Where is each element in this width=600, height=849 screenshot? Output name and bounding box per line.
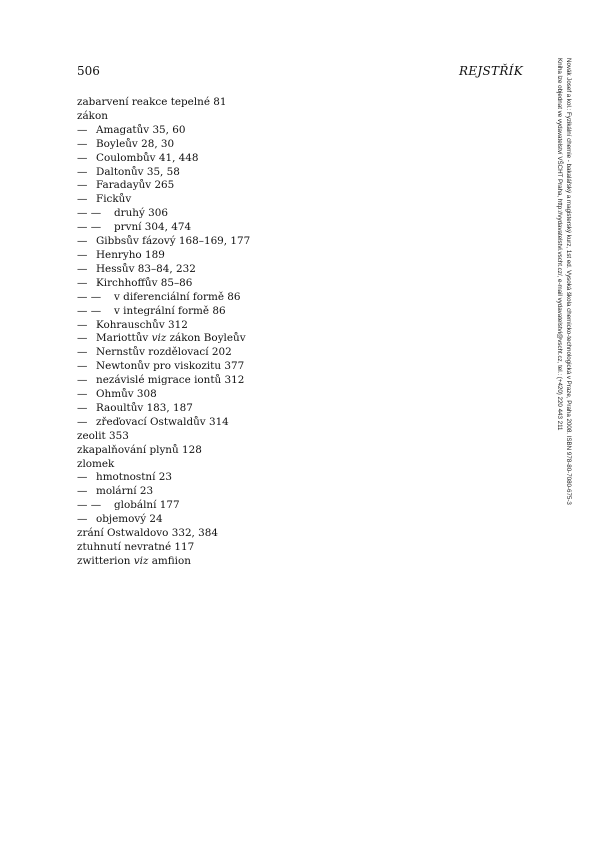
index-entry-text: Gibbsův fázový 168–169, 177 xyxy=(96,235,251,248)
index-dash: — xyxy=(77,388,88,401)
index-dash: — xyxy=(77,401,88,414)
index-entry-text: molární 23 xyxy=(96,485,154,498)
index-dash: — — xyxy=(77,304,102,317)
index-dash: — xyxy=(77,137,88,150)
index-dash: — xyxy=(77,151,88,164)
index-entry-text: Boyleův 28, 30 xyxy=(96,137,175,150)
index-entry-text: Amagatův 35, 60 xyxy=(96,123,186,136)
index-entry-text: zřeďovací Ostwaldův 314 xyxy=(96,415,229,428)
index-entry xyxy=(77,541,250,555)
index-dash: — xyxy=(77,346,88,359)
index-dash: — xyxy=(77,262,88,275)
index-entry xyxy=(77,305,250,319)
index-entry xyxy=(77,555,250,569)
index-entry-text: Newtonův pro viskozitu 377 xyxy=(96,360,245,373)
index-entry-text: druhý 306 xyxy=(114,207,169,220)
index-entry-text: první 304, 474 xyxy=(114,221,192,234)
index-entry-text: Mariottův xyxy=(96,332,152,345)
index-entry xyxy=(77,458,250,472)
index-entry-text: zkapalňování plynů 128 xyxy=(77,443,202,456)
index-entry xyxy=(77,402,250,416)
index-entry xyxy=(77,277,250,291)
index-entry xyxy=(77,207,250,221)
index-dash: — — xyxy=(77,290,102,303)
index-entry xyxy=(77,124,250,138)
index-entry xyxy=(77,374,250,388)
index-dash: — xyxy=(77,360,88,373)
index-entry-text: Raoultův 183, 187 xyxy=(96,401,193,414)
index-entry-text: Kohrauschův 312 xyxy=(96,318,188,331)
index-entry xyxy=(77,138,250,152)
index-entry-text: hmotnostní 23 xyxy=(96,471,172,484)
index-entry xyxy=(77,193,250,207)
index-dash: — xyxy=(77,123,88,136)
index-entry-text: Kirchhoffův 85–86 xyxy=(96,276,193,289)
index-entry xyxy=(77,444,250,458)
index-dash: — — xyxy=(77,499,102,512)
index-entry-text: Nernstův rozdělovací 202 xyxy=(96,346,232,359)
index-entry xyxy=(77,485,250,499)
index-entry-text: zlomek xyxy=(77,457,115,470)
index-entry xyxy=(77,179,250,193)
index-entry xyxy=(77,291,250,305)
index-entry-text: Daltonův 35, 58 xyxy=(96,165,180,178)
index-dash: — xyxy=(77,179,88,192)
index-entry-text: v diferenciální formě 86 xyxy=(114,290,241,303)
index-entry-text: nezávislé migrace iontů 312 xyxy=(96,374,245,387)
index-entry-text: Hessův 83–84, 232 xyxy=(96,262,196,275)
index-entry xyxy=(77,110,250,124)
index-entry xyxy=(77,360,250,374)
index-entry-text: v integrální formě 86 xyxy=(114,304,226,317)
index-entry xyxy=(77,249,250,263)
index-dash: — xyxy=(77,276,88,289)
index-entry xyxy=(77,319,250,333)
index-entry-text: zwitterion xyxy=(77,554,134,567)
index-entry-text: zabarvení reakce tepelné 81 xyxy=(77,96,227,108)
index-entry-text: zákon xyxy=(77,109,108,122)
index-dash: — xyxy=(77,248,88,261)
index-entry-text: Henryho 189 xyxy=(96,248,165,261)
index-entry xyxy=(77,388,250,402)
index-entry xyxy=(77,263,250,277)
index-entry xyxy=(77,416,250,430)
side-note-line-1: Novák Josef a kol.: Fyzikální chemie - bakalářský a magisterský kurz, 1st ed. Vysoká škola chemicko-technologická v Praze, Praha 2008. ISBN 978-80-7080-675-3 xyxy=(565,58,572,505)
index-entry xyxy=(77,513,250,527)
index-entry-text: Fickův xyxy=(96,193,132,206)
index-entry xyxy=(77,499,250,513)
index-entry xyxy=(77,430,250,444)
index-dash: — xyxy=(77,415,88,428)
index-dash: — xyxy=(77,332,88,345)
index-entry xyxy=(77,166,250,180)
index-entry xyxy=(77,96,250,110)
index-entry xyxy=(77,235,250,249)
index-entry-text: globální 177 xyxy=(114,499,180,512)
index-dash: — xyxy=(77,374,88,387)
index-dash: — xyxy=(77,513,88,526)
index-entry xyxy=(77,221,250,235)
index-entry-text: Coulombův 41, 448 xyxy=(96,151,199,164)
index-entry xyxy=(77,152,250,166)
index-entry-text: zrání Ostwaldovo 332, 384 xyxy=(77,527,218,540)
index-entry xyxy=(77,346,250,360)
index-dash: — — xyxy=(77,221,102,234)
index-entry-text: zeolit 353 xyxy=(77,429,129,442)
index-entry xyxy=(77,471,250,485)
index-dash: — xyxy=(77,318,88,331)
index-entry-text: objemový 24 xyxy=(96,513,163,526)
side-note xyxy=(555,58,572,620)
side-note-line-2: Kniha lze objednat ve vydavatelství VŠCHT Praha, http://vydavatelstvi.vscht.cz/, e-mail vydavatelstvi@vscht.cz, tel.: (+420) 220 443 211 xyxy=(556,58,564,431)
index-dash: — xyxy=(77,235,88,248)
index-entry xyxy=(77,332,250,346)
index-dash: — xyxy=(77,485,88,498)
index-entry-see: viz xyxy=(133,554,149,567)
index-entry xyxy=(77,527,250,541)
index-entry-text: Faradayův 265 xyxy=(96,179,175,192)
running-head: REJSTŘÍK xyxy=(459,64,523,78)
index-entry-text: amfiion xyxy=(148,554,191,567)
index-entry-text: ztuhnutí nevratné 117 xyxy=(77,541,195,553)
index-entry-see: viz xyxy=(151,332,167,345)
index-dash: — xyxy=(77,165,88,178)
page-number: 506 xyxy=(77,64,100,78)
index-dash: — xyxy=(77,193,88,206)
index-dash: — xyxy=(77,471,88,484)
index-entry-text: Ohmův 308 xyxy=(96,388,157,401)
index-entry-text: zákon Boyleův xyxy=(166,332,246,345)
index-dash: — — xyxy=(77,207,102,220)
index-list xyxy=(77,96,250,569)
